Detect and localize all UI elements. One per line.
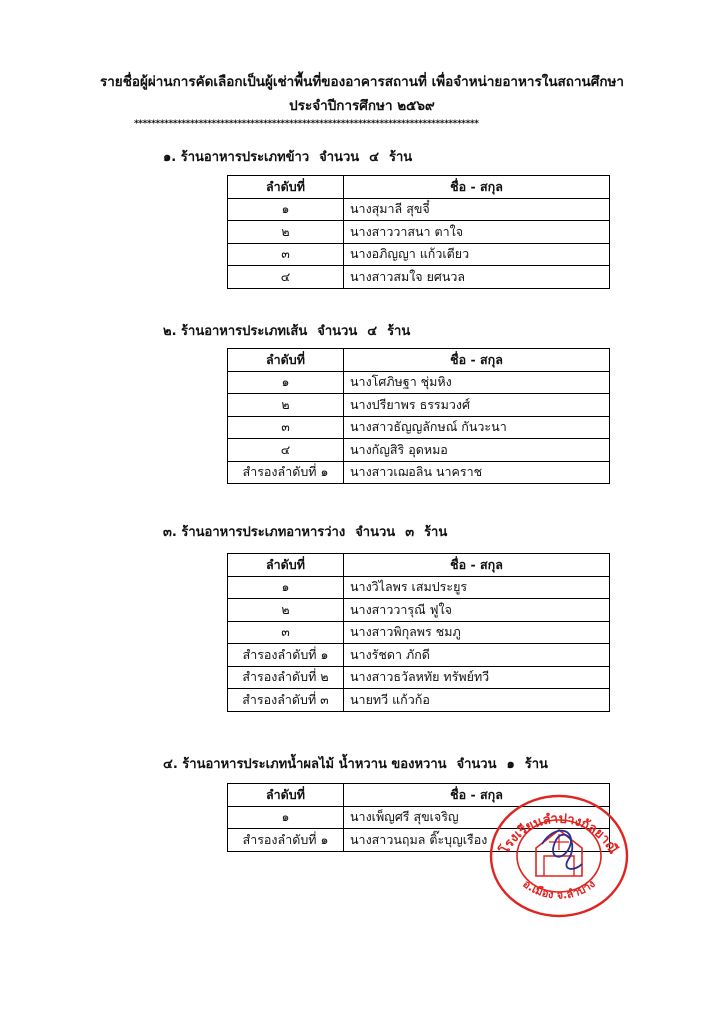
section-title: ๔. ร้านอาหารประเภทน้ำผลไม้ น้ำหวาน ของหวาน: [163, 757, 447, 772]
table-row: [228, 394, 610, 417]
name-cell: นางสาวเฌอลิน นาคราช: [344, 461, 610, 484]
section-4-heading: [163, 753, 558, 774]
count-value: ๑: [506, 757, 515, 772]
count-label: จำนวน: [319, 150, 360, 165]
column-name-header: ชื่อ - สกุล: [344, 349, 610, 372]
name-cell: นางสาวพิกุลพร ชมภู: [344, 621, 610, 644]
order-cell: ๒: [228, 221, 344, 244]
name-cell: นางรัชดา ภักดี: [344, 644, 610, 667]
document-title: รายชื่อผู้ผ่านการคัดเลือกเป็นผู้เช่าพื้นที่ของอาคารสถานที่ เพื่อจำหน่ายอาหารในสถานศึกษา: [99, 74, 625, 90]
order-cell: ๓: [228, 621, 344, 644]
order-cell: ๑: [228, 198, 344, 221]
name-cell: นางอภิญญา แก้วเตียว: [344, 243, 610, 266]
order-cell: สำรองลำดับที่ ๑: [228, 461, 344, 484]
table-row: [228, 644, 610, 667]
table-row: [228, 243, 610, 266]
table-row: [228, 461, 610, 484]
order-cell: สำรองลำดับที่ ๓: [228, 689, 344, 712]
name-cell: นางสุมาลี สุขจี๋: [344, 198, 610, 221]
column-name-header: ชื่อ - สกุล: [344, 554, 610, 577]
name-cell: นางสาวธัญญลักษณ์ กันวะนา: [344, 416, 610, 439]
order-cell: ๔: [228, 266, 344, 289]
order-cell: ๒: [228, 394, 344, 417]
seal-text-bottom: อ.เมือง จ.ลำปาง: [520, 877, 598, 902]
table-row: [228, 439, 610, 462]
table-row: [228, 576, 610, 599]
seal-text-top: โรงเรียนลำปางกัลยาณี: [497, 811, 621, 857]
name-cell: นางปรียาพร ธรรมวงศ์: [344, 394, 610, 417]
official-seal-icon: [484, 790, 634, 920]
column-name-header: ชื่อ - สกุล: [344, 784, 610, 807]
table-row: [228, 371, 610, 394]
name-cell: นายทวี แก้วก้อ: [344, 689, 610, 712]
count-value: ๔: [369, 150, 379, 165]
name-cell: นางสาวธวัลหทัย ทรัพย์ทวี: [344, 666, 610, 689]
count-label: จำนวน: [317, 324, 358, 339]
svg-text:อ.เมือง จ.ลำปาง: [520, 877, 597, 901]
section-3-table: [227, 553, 610, 712]
column-order-header: ลำดับที่: [228, 349, 344, 372]
table-row: [228, 198, 610, 221]
order-cell: สำรองลำดับที่ ๑: [228, 829, 344, 852]
table-header-row: [228, 554, 610, 577]
count-unit: ร้าน: [387, 324, 411, 339]
count-label: จำนวน: [456, 757, 497, 772]
order-cell: ๓: [228, 416, 344, 439]
name-cell: นางวิไลพร เสมประยูร: [344, 576, 610, 599]
table-row: [228, 266, 610, 289]
order-cell: สำรองลำดับที่ ๑: [228, 644, 344, 667]
name-cell: นางสาวสมใจ ยศนวล: [344, 266, 610, 289]
section-title: ๒. ร้านอาหารประเภทเส้น: [163, 324, 308, 339]
table-row: [228, 416, 610, 439]
order-cell: ๒: [228, 599, 344, 622]
name-cell: นางโศภิษฐา ชุ่มหิง: [344, 371, 610, 394]
table-row: [228, 221, 610, 244]
section-title: ๓. ร้านอาหารประเภทอาหารว่าง: [163, 525, 346, 540]
name-cell: นางเพ็ญศรี สุขเจริญ: [344, 806, 610, 829]
section-1-table: [227, 175, 610, 289]
name-cell: นางสาวนฤมล ติ๊ะบุญเรือง: [344, 829, 610, 852]
name-cell: นางกัญสิริ อุดหมอ: [344, 439, 610, 462]
column-order-header: ลำดับที่: [228, 554, 344, 577]
order-cell: สำรองลำดับที่ ๒: [228, 666, 344, 689]
table-row: [228, 599, 610, 622]
count-unit: ร้าน: [524, 757, 548, 772]
document-subtitle: ประจำปีการศึกษา ๒๕๖๙: [289, 98, 435, 114]
name-cell: นางสาววารุณี ฟูใจ: [344, 599, 610, 622]
count-unit: ร้าน: [388, 150, 413, 165]
table-header-row: [228, 349, 610, 372]
order-cell: ๑: [228, 806, 344, 829]
column-name-header: ชื่อ - สกุล: [344, 176, 610, 199]
order-cell: ๓: [228, 243, 344, 266]
signature-icon: [542, 831, 582, 869]
table-row: [228, 621, 610, 644]
count-label: จำนวน: [355, 525, 396, 540]
separator-line: ********************************************************************************: [134, 119, 479, 129]
table-row: [228, 689, 610, 712]
section-2-table: [227, 348, 610, 484]
count-value: ๔: [367, 324, 378, 339]
count-value: ๓: [405, 525, 415, 540]
section-title: ๑. ร้านอาหารประเภทข้าว: [163, 150, 310, 165]
table-header-row: [228, 176, 610, 199]
order-cell: ๑: [228, 371, 344, 394]
column-order-header: ลำดับที่: [228, 784, 344, 807]
order-cell: ๑: [228, 576, 344, 599]
section-1-heading: [163, 146, 422, 167]
section-3-heading: [163, 521, 457, 542]
svg-text:โรงเรียนลำปางกัลยาณี: [495, 810, 621, 857]
count-unit: ร้าน: [424, 525, 448, 540]
order-cell: ๔: [228, 439, 344, 462]
table-row: [228, 666, 610, 689]
section-2-heading: [163, 320, 420, 341]
column-order-header: ลำดับที่: [228, 176, 344, 199]
name-cell: นางสาววาสนา ตาใจ: [344, 221, 610, 244]
